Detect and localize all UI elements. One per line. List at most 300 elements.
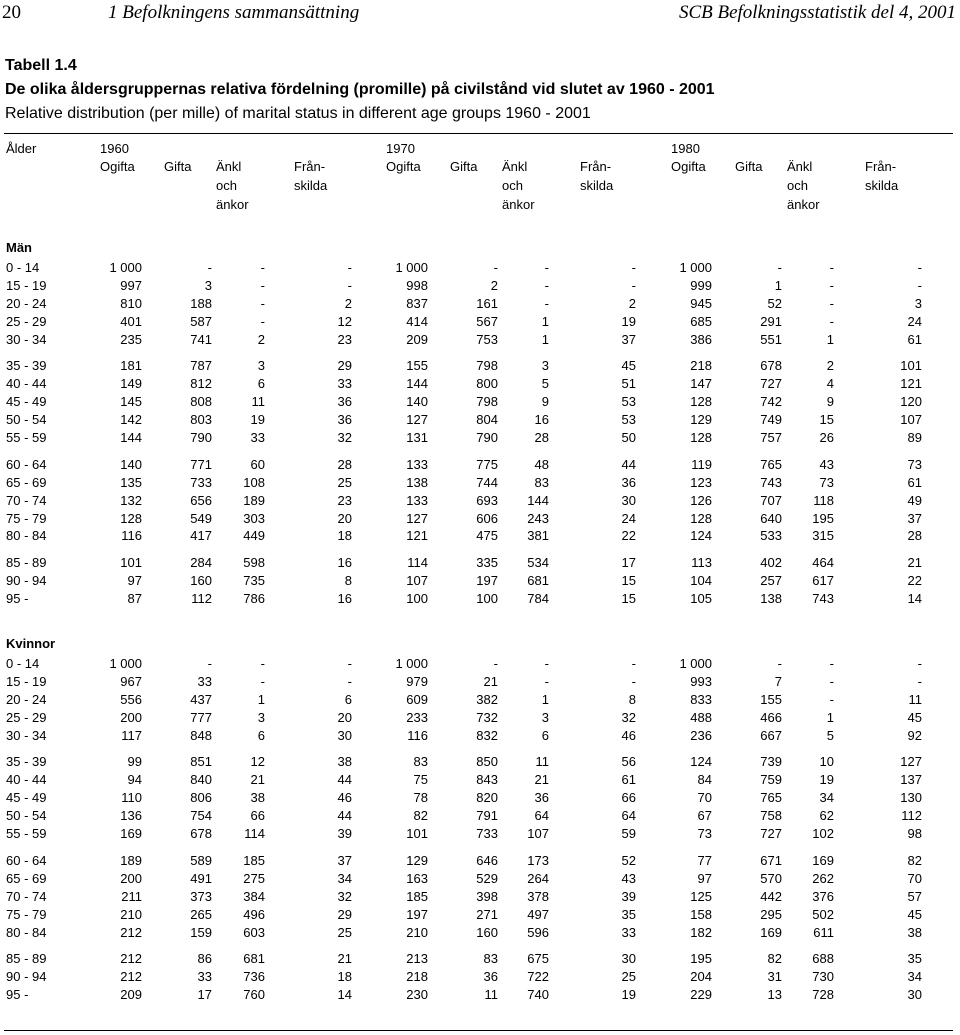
table-cell: 733 xyxy=(190,474,212,490)
table-cell: 101 xyxy=(900,358,922,374)
table-cell: 129 xyxy=(406,852,428,868)
table-row xyxy=(0,492,960,510)
table-cell: 790 xyxy=(190,430,212,446)
table-cell: 1 xyxy=(826,709,834,725)
age-group-label: 55 - 59 xyxy=(6,826,47,842)
table-cell: 159 xyxy=(190,924,212,940)
year-header: 1960 xyxy=(100,141,129,156)
age-group-label: 50 - 54 xyxy=(6,412,47,428)
table-cell: 384 xyxy=(243,888,265,904)
table-cell: 118 xyxy=(813,492,834,508)
table-cell: 112 xyxy=(901,808,922,824)
table-cell: 401 xyxy=(120,313,142,329)
table-cell: 587 xyxy=(190,313,212,329)
table-cell: 30 xyxy=(621,492,636,508)
table-row xyxy=(0,510,960,528)
age-group-label: 40 - 44 xyxy=(6,376,47,392)
table-cell: 556 xyxy=(120,691,142,707)
status-header: Gifta xyxy=(164,159,192,174)
table-cell: 744 xyxy=(476,474,498,490)
table-cell: 28 xyxy=(534,430,549,446)
table-cell: 128 xyxy=(690,394,712,410)
table-cell: 138 xyxy=(406,474,428,490)
table-cell: 21 xyxy=(534,772,549,788)
table-cell: 833 xyxy=(690,691,712,707)
table-cell: - xyxy=(260,277,265,293)
table-cell: 44 xyxy=(337,808,352,824)
table-cell: 121 xyxy=(406,528,428,544)
table-cell: 6 xyxy=(541,727,549,743)
table-cell: 757 xyxy=(760,430,782,446)
age-group-label: 50 - 54 xyxy=(6,808,47,824)
table-cell: 197 xyxy=(476,573,498,589)
table-row xyxy=(0,456,960,474)
status-header: Ogifta xyxy=(386,159,421,174)
table-cell: 998 xyxy=(406,277,428,293)
table-cell: 86 xyxy=(197,951,212,967)
table-cell: 603 xyxy=(243,924,265,940)
table-cell: 685 xyxy=(690,313,712,329)
table-cell: 257 xyxy=(760,573,782,589)
table-cell: 488 xyxy=(690,709,712,725)
table-cell: 133 xyxy=(406,456,428,472)
table-cell: 1 000 xyxy=(109,260,142,275)
table-cell: 335 xyxy=(476,555,498,571)
age-group-label: 70 - 74 xyxy=(6,888,47,904)
table-cell: 675 xyxy=(527,951,549,967)
table-row xyxy=(0,277,960,295)
table-row xyxy=(0,474,960,492)
table-row xyxy=(0,357,960,375)
table-id: Tabell 1.4 xyxy=(5,57,77,74)
table-cell: 128 xyxy=(690,510,712,526)
table-cell: 135 xyxy=(120,474,142,490)
age-group-label: 65 - 69 xyxy=(6,474,47,490)
table-cell: 606 xyxy=(476,510,498,526)
table-cell: 656 xyxy=(190,492,212,508)
table-cell: 749 xyxy=(760,412,782,428)
table-cell: 754 xyxy=(190,808,212,824)
table-cell: 15 xyxy=(621,591,636,607)
table-cell: 43 xyxy=(621,870,636,886)
table-cell: 264 xyxy=(527,870,549,886)
age-group-label: 0 - 14 xyxy=(6,656,40,672)
table-cell: 125 xyxy=(690,888,712,904)
table-cell: 99 xyxy=(127,754,142,770)
table-cell: 735 xyxy=(243,573,265,589)
table-cell: 417 xyxy=(190,528,212,544)
table-cell: 37 xyxy=(907,510,922,526)
table-cell: 36 xyxy=(621,474,636,490)
table-cell: 28 xyxy=(337,456,352,472)
table-cell: 38 xyxy=(907,924,922,940)
table-cell: 730 xyxy=(812,969,834,985)
table-cell: 233 xyxy=(406,709,428,725)
table-cell: 124 xyxy=(690,754,712,770)
table-cell: 2 xyxy=(257,331,265,347)
age-group-label: 35 - 39 xyxy=(6,358,47,374)
table-cell: 123 xyxy=(690,474,712,490)
table-cell: 589 xyxy=(190,852,212,868)
table-row xyxy=(0,771,960,789)
table-cell: 126 xyxy=(690,492,712,508)
table-row xyxy=(0,852,960,870)
table-cell: - xyxy=(777,260,782,275)
table-cell: 262 xyxy=(812,870,834,886)
table-cell: 127 xyxy=(406,510,428,526)
table-cell: 160 xyxy=(190,573,212,589)
table-row xyxy=(0,673,960,691)
table-cell: - xyxy=(544,295,549,311)
table-cell: - xyxy=(260,313,265,329)
table-cell: 12 xyxy=(337,313,352,329)
table-cell: 39 xyxy=(621,888,636,904)
table-cell: 181 xyxy=(120,358,142,374)
table-row xyxy=(0,807,960,825)
table-cell: 114 xyxy=(244,826,265,842)
status-header: Ogifta xyxy=(671,159,706,174)
table-cell: 97 xyxy=(127,573,142,589)
table-cell: 771 xyxy=(190,456,212,472)
table-cell: 760 xyxy=(243,987,265,1003)
column-headers xyxy=(0,133,960,231)
table-cell: 30 xyxy=(907,987,922,1003)
table-cell: 32 xyxy=(621,709,636,725)
table-cell: 101 xyxy=(406,826,428,842)
table-cell: 70 xyxy=(697,790,712,806)
table-cell: 1 xyxy=(257,691,265,707)
table-cell: 609 xyxy=(406,691,428,707)
table-cell: 803 xyxy=(190,412,212,428)
table-cell: 160 xyxy=(476,924,498,940)
table-cell: 127 xyxy=(406,412,428,428)
status-header: Gifta xyxy=(450,159,478,174)
table-row xyxy=(0,789,960,807)
table-cell: - xyxy=(544,277,549,293)
table-cell: 688 xyxy=(812,951,834,967)
age-group-label: 35 - 39 xyxy=(6,754,47,770)
age-group-label: 90 - 94 xyxy=(6,573,47,589)
age-group-label: 85 - 89 xyxy=(6,951,47,967)
status-header: Från- skilda xyxy=(294,159,328,193)
table-titles xyxy=(5,54,715,126)
table-row xyxy=(0,313,960,331)
table-cell: 112 xyxy=(191,591,212,607)
status-header: Änkl och änkor xyxy=(787,159,820,212)
table-cell: 61 xyxy=(621,772,636,788)
table-cell: 402 xyxy=(760,555,782,571)
table-cell: 376 xyxy=(812,888,834,904)
table-cell: 210 xyxy=(120,906,142,922)
table-cell: 82 xyxy=(413,808,428,824)
table-cell: 46 xyxy=(621,727,636,743)
table-cell: 60 xyxy=(250,456,265,472)
table-cell: 51 xyxy=(621,376,636,392)
table-cell: - xyxy=(829,313,834,329)
table-cell: 491 xyxy=(190,870,212,886)
table-cell: 22 xyxy=(907,573,922,589)
table-cell: 169 xyxy=(812,852,834,868)
table-cell: 727 xyxy=(760,376,782,392)
table-cell: 92 xyxy=(907,727,922,743)
table-cell: 98 xyxy=(907,826,922,842)
table-cell: 16 xyxy=(337,555,352,571)
age-group-label: 45 - 49 xyxy=(6,394,47,410)
table-cell: 213 xyxy=(406,951,428,967)
table-cell: 48 xyxy=(534,456,549,472)
table-cell: 6 xyxy=(257,376,265,392)
table-cell: 5 xyxy=(541,376,549,392)
status-header: Änkl och änkor xyxy=(216,159,249,212)
table-row xyxy=(0,906,960,924)
table-cell: 211 xyxy=(121,888,142,904)
table-cell: 2 xyxy=(490,277,498,293)
table-cell: 1 000 xyxy=(109,656,142,672)
table-cell: 37 xyxy=(337,852,352,868)
table-cell: 728 xyxy=(812,987,834,1003)
table-cell: - xyxy=(493,656,498,672)
table-cell: 765 xyxy=(760,456,782,472)
table-cell: 4 xyxy=(826,376,834,392)
table-cell: 17 xyxy=(197,987,212,1003)
table-cell: 104 xyxy=(690,573,712,589)
table-cell: 218 xyxy=(406,969,428,985)
table-cell: 137 xyxy=(900,772,922,788)
table-cell: 777 xyxy=(190,709,212,725)
table-cell: 117 xyxy=(121,727,142,743)
table-cell: 200 xyxy=(120,870,142,886)
status-header: Från- skilda xyxy=(580,159,614,193)
table-cell: 10 xyxy=(819,754,834,770)
table-cell: 28 xyxy=(907,528,922,544)
table-cell: 381 xyxy=(527,528,549,544)
table-cell: 3 xyxy=(914,295,922,311)
table-cell: 107 xyxy=(406,573,428,589)
table-cell: 21 xyxy=(337,951,352,967)
section-label: Män xyxy=(6,240,32,255)
table-cell: - xyxy=(347,656,352,672)
table-cell: 169 xyxy=(120,826,142,842)
table-cell: 848 xyxy=(190,727,212,743)
table-cell: 212 xyxy=(120,924,142,940)
status-header: Ogifta xyxy=(100,159,135,174)
table-cell: 993 xyxy=(690,673,712,689)
table-cell: 775 xyxy=(476,456,498,472)
table-cell: 291 xyxy=(760,313,782,329)
table-cell: 147 xyxy=(690,376,712,392)
table-cell: 83 xyxy=(483,951,498,967)
table-cell: 3 xyxy=(541,358,549,374)
marital-status-table xyxy=(0,133,960,1004)
table-cell: 1 000 xyxy=(679,656,712,672)
table-cell: 161 xyxy=(476,295,498,311)
table-cell: 667 xyxy=(760,727,782,743)
table-cell: 35 xyxy=(907,951,922,967)
age-group-label: 30 - 34 xyxy=(6,331,47,347)
table-cell: 2 xyxy=(826,358,834,374)
table-cell: 163 xyxy=(406,870,428,886)
table-row xyxy=(0,429,960,447)
table-cell: 218 xyxy=(690,358,712,374)
table-cell: 999 xyxy=(690,277,712,293)
table-cell: 497 xyxy=(527,906,549,922)
table-cell: 87 xyxy=(127,591,142,607)
table-cell: 820 xyxy=(476,790,498,806)
table-cell: 105 xyxy=(690,591,712,607)
table-cell: 812 xyxy=(190,376,212,392)
table-cell: 378 xyxy=(527,888,549,904)
table-cell: 810 xyxy=(120,295,142,311)
table-cell: 209 xyxy=(120,987,142,1003)
table-cell: 97 xyxy=(697,870,712,886)
table-cell: 14 xyxy=(337,987,352,1003)
chapter-title: 1 Befolkningens sammansättning xyxy=(108,2,360,23)
table-cell: 808 xyxy=(190,394,212,410)
table-cell: 235 xyxy=(120,331,142,347)
table-cell: 82 xyxy=(767,951,782,967)
table-cell: 38 xyxy=(250,790,265,806)
table-cell: 681 xyxy=(243,951,265,967)
age-group-label: 25 - 29 xyxy=(6,709,47,725)
table-cell: 195 xyxy=(690,951,712,967)
table-cell: - xyxy=(207,656,212,672)
table-cell: 9 xyxy=(541,394,549,410)
table-cell: 243 xyxy=(527,510,549,526)
table-row xyxy=(0,554,960,572)
table-cell: 6 xyxy=(344,691,352,707)
table-cell: 18 xyxy=(337,528,352,544)
table-cell: 78 xyxy=(413,790,428,806)
table-cell: - xyxy=(347,260,352,275)
table-cell: 786 xyxy=(243,591,265,607)
table-cell: 851 xyxy=(190,754,212,770)
table-cell: 1 000 xyxy=(679,260,712,275)
table-cell: 398 xyxy=(476,888,498,904)
table-cell: 62 xyxy=(819,808,834,824)
table-cell: 2 xyxy=(344,295,352,311)
table-cell: 64 xyxy=(534,808,549,824)
table-cell: 284 xyxy=(190,555,212,571)
table-cell: 83 xyxy=(534,474,549,490)
table-cell: 82 xyxy=(907,852,922,868)
table-cell: - xyxy=(829,260,834,275)
table-cell: 101 xyxy=(120,555,142,571)
table-cell: 11 xyxy=(535,754,549,770)
table-cell: 11 xyxy=(251,394,265,410)
table-cell: 45 xyxy=(907,906,922,922)
row-group-gap xyxy=(0,744,960,753)
table-cell: 315 xyxy=(812,528,834,544)
table-cell: 567 xyxy=(476,313,498,329)
publication-title: SCB Befolkningsstatistik del 4, 2001 xyxy=(678,2,956,23)
table-cell: - xyxy=(260,656,265,672)
table-cell: 29 xyxy=(337,906,352,922)
table-row xyxy=(0,295,960,313)
running-header xyxy=(0,0,960,30)
table-cell: 37 xyxy=(621,331,636,347)
table-cell: 128 xyxy=(120,510,142,526)
table-cell: 7 xyxy=(774,673,782,689)
table-cell: 8 xyxy=(628,691,636,707)
table-cell: 36 xyxy=(483,969,498,985)
table-cell: 49 xyxy=(907,492,922,508)
table-cell: 32 xyxy=(337,888,352,904)
table-cell: 533 xyxy=(760,528,782,544)
table-row xyxy=(0,870,960,888)
table-cell: 52 xyxy=(621,852,636,868)
table-cell: 742 xyxy=(760,394,782,410)
table-cell: 678 xyxy=(190,826,212,842)
table-cell: 787 xyxy=(190,358,212,374)
table-cell: 17 xyxy=(621,555,636,571)
table-cell: 189 xyxy=(120,852,142,868)
table-cell: 534 xyxy=(527,555,549,571)
table-cell: 229 xyxy=(690,987,712,1003)
table-cell: 739 xyxy=(760,754,782,770)
table-cell: 19 xyxy=(819,772,834,788)
table-cell: 9 xyxy=(826,394,834,410)
age-group-label: 65 - 69 xyxy=(6,870,47,886)
table-row xyxy=(0,825,960,843)
table-cell: 967 xyxy=(120,673,142,689)
table-cell: 173 xyxy=(527,852,549,868)
table-cell: 21 xyxy=(907,555,922,571)
table-cell: 19 xyxy=(621,987,636,1003)
section-label: Kvinnor xyxy=(6,636,56,652)
table-cell: 33 xyxy=(197,673,212,689)
table-cell: 212 xyxy=(120,951,142,967)
table-cell: - xyxy=(260,673,265,689)
table-cell: 3 xyxy=(541,709,549,725)
table-cell: 44 xyxy=(337,772,352,788)
table-cell: 466 xyxy=(760,709,782,725)
table-title-english: Relative distribution (per mille) of marital status in different age groups 1960 - 2001 xyxy=(5,105,591,122)
table-cell: 26 xyxy=(819,430,834,446)
table-cell: 671 xyxy=(760,852,782,868)
table-cell: 67 xyxy=(697,808,712,824)
age-group-label: 25 - 29 xyxy=(6,313,47,329)
table-cell: 850 xyxy=(476,754,498,770)
table-cell: 188 xyxy=(190,295,212,311)
table-cell: 707 xyxy=(760,492,782,508)
table-cell: 119 xyxy=(691,456,712,472)
age-group-label: 85 - 89 xyxy=(6,555,47,571)
table-cell: 100 xyxy=(476,591,498,607)
table-cell: 107 xyxy=(900,412,922,428)
row-group-gap xyxy=(0,545,960,554)
table-cell: 144 xyxy=(527,492,549,508)
table-cell: 130 xyxy=(900,790,922,806)
table-cell: 743 xyxy=(812,591,834,607)
table-cell: 113 xyxy=(691,555,712,571)
section-header xyxy=(0,608,960,655)
table-cell: 83 xyxy=(413,754,428,770)
table-cell: 20 xyxy=(337,510,352,526)
table-cell: 114 xyxy=(407,555,428,571)
table-cell: 15 xyxy=(621,573,636,589)
table-cell: - xyxy=(829,295,834,311)
table-cell: 275 xyxy=(243,870,265,886)
table-cell: - xyxy=(631,277,636,293)
table-cell: 736 xyxy=(243,969,265,985)
table-cell: 743 xyxy=(760,474,782,490)
age-group-label: 55 - 59 xyxy=(6,430,47,446)
age-group-label: 75 - 79 xyxy=(6,906,47,922)
table-cell: 53 xyxy=(621,412,636,428)
table-cell: 52 xyxy=(767,295,782,311)
table-cell: 24 xyxy=(907,313,922,329)
table-cell: 496 xyxy=(243,906,265,922)
